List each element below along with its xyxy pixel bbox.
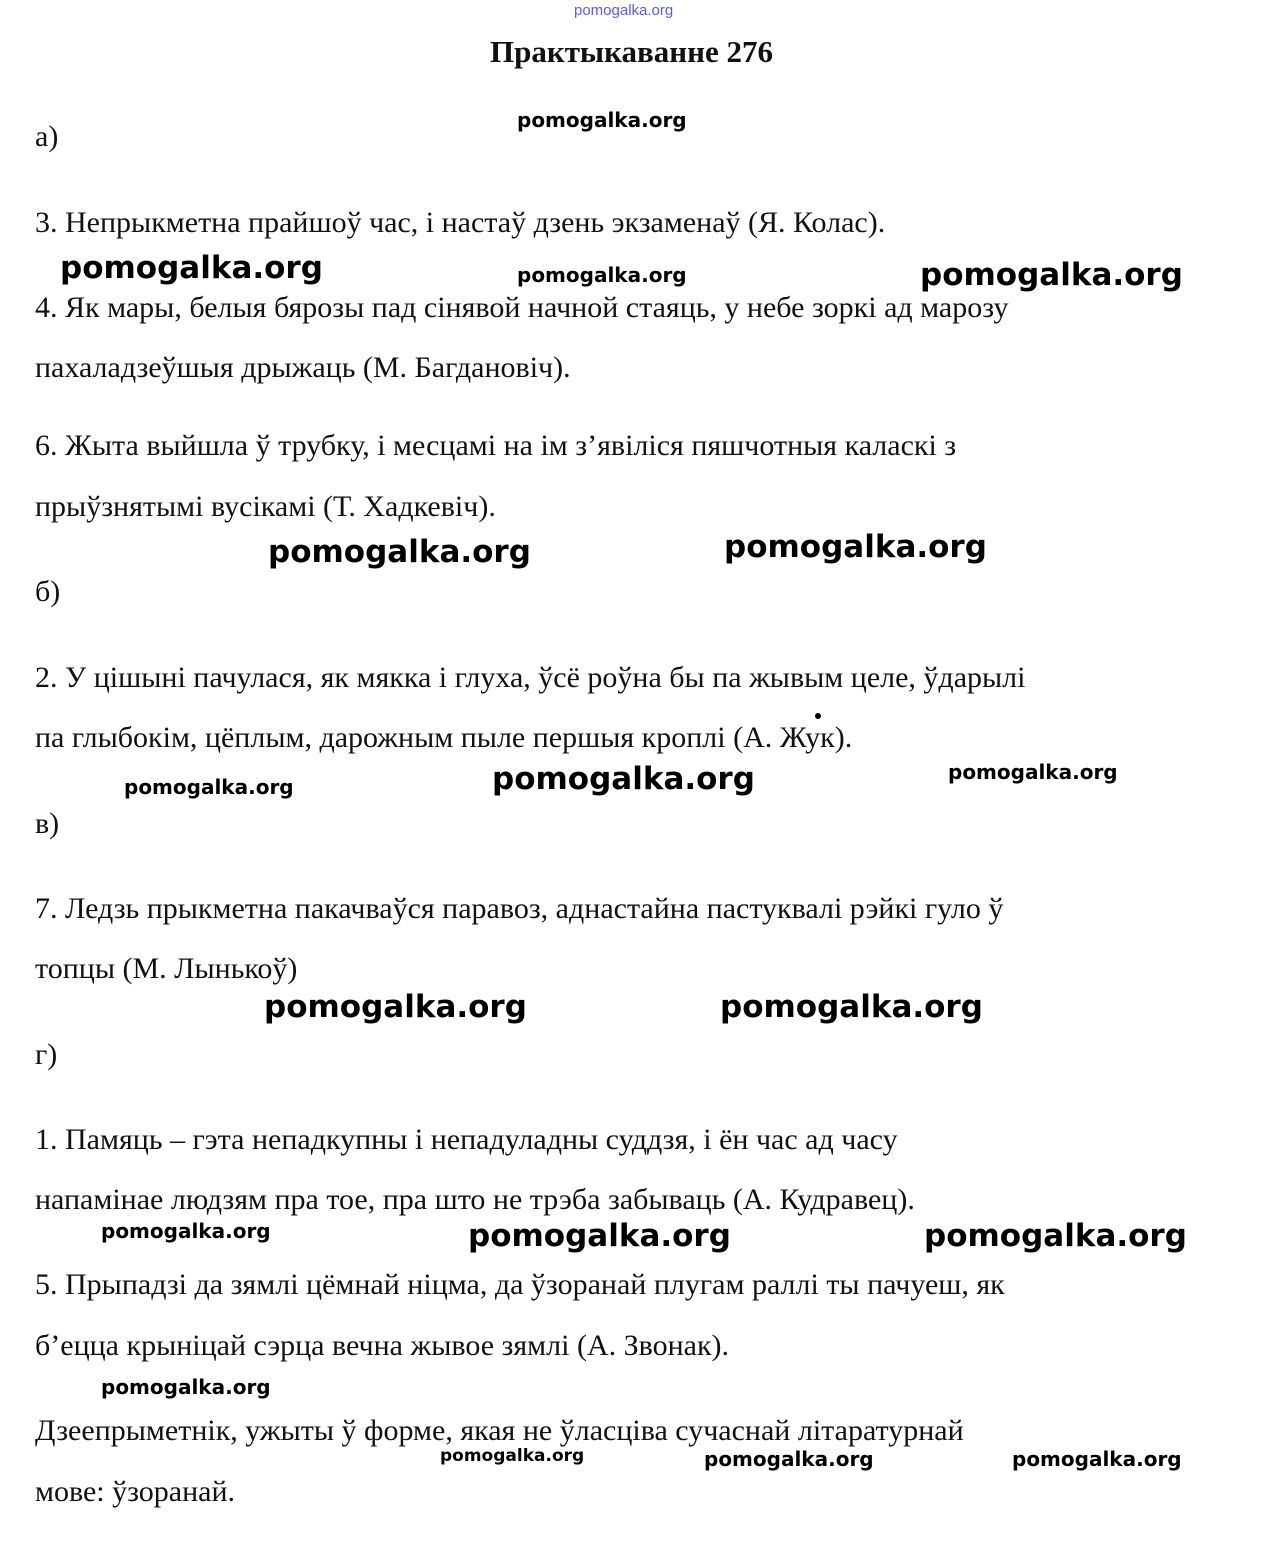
watermark: pomogalka.org (101, 1219, 271, 1243)
sentence-4-line-1: 4. Як мары, белыя бярозы пад сінявой начной стаяць, у небе зоркі ад марозу (35, 291, 1009, 324)
watermark: pomogalka.org (101, 1375, 271, 1399)
sentence-5-line-1: 5. Прыпадзі да зямлі цёмнай ніцма, да ўзоранай плугам раллі ты пачуеш, як (35, 1268, 1005, 1301)
ink-dot (815, 713, 821, 719)
watermark: pomogalka.org (517, 263, 687, 287)
note-line-2: мове: ўзоранай. (35, 1475, 236, 1508)
watermark: pomogalka.org (264, 989, 527, 1025)
watermark: pomogalka.org (1012, 1447, 1182, 1471)
top-site-mark: pomogalka.org (574, 2, 674, 19)
watermark: pomogalka.org (924, 1218, 1187, 1254)
section-a-label: а) (35, 120, 59, 153)
watermark: pomogalka.org (920, 257, 1183, 293)
sentence-7-line-2: топцы (М. Лынькоў) (35, 952, 298, 985)
watermark: pomogalka.org (948, 760, 1118, 784)
sentence-6-line-2: прыўзнятымі вусікамі (Т. Хадкевіч). (35, 490, 496, 523)
page-title: Практыкаванне 276 (489, 34, 773, 69)
sentence-7-line-1: 7. Ледзь прыкметна пакачваўся паравоз, аднастайна пастуквалі рэйкі гуло ў (35, 892, 1004, 925)
sentence-4-line-2: пахаладзеўшыя дрыжаць (М. Багдановіч). (35, 351, 571, 384)
sentence-3: 3. Непрыкметна прайшоў час, і настаў дзень экзаменаў (Я. Колас). (35, 206, 886, 239)
watermark: pomogalka.org (60, 250, 323, 286)
watermark: pomogalka.org (492, 761, 755, 797)
sentence-5-line-2: б’ецца крыніцай сэрца вечна жывое зямлі (А. Звонак). (35, 1329, 730, 1362)
sentence-6-line-1: 6. Жыта выйшла ў трубку, і месцамі на ім з’явіліся пяшчотныя каласкі з (35, 429, 957, 462)
note-line-1: Дзеепрыметнік, ужыты ў форме, якая не ўласціва сучаснай літаратурнай (35, 1414, 964, 1447)
sentence-2-line-1: 2. У цішыні пачулася, як мякка і глуха, ўсё роўна бы па жывым целе, ўдарылі (35, 661, 1026, 694)
watermark: pomogalka.org (720, 989, 983, 1025)
sentence-2-line-2: па глыбокім, цёплым, дарожным пыле першыя кроплі (А. Жук). (35, 721, 853, 754)
watermark: pomogalka.org (268, 534, 531, 570)
sentence-1-line-1: 1. Памяць – гэта непадкупны і непадуладны суддзя, і ён час ад часу (35, 1123, 898, 1156)
watermark: pomogalka.org (704, 1447, 874, 1471)
watermark: pomogalka.org (724, 529, 987, 565)
section-v-label: в) (35, 807, 60, 840)
section-b-label: б) (35, 575, 61, 608)
watermark: pomogalka.org (440, 1446, 585, 1466)
section-g-label: г) (35, 1038, 58, 1071)
sentence-1-line-2: напамінае людзям пра тое, пра што не трэба забываць (А. Кудравец). (35, 1183, 915, 1216)
watermark: pomogalka.org (517, 108, 687, 132)
watermark: pomogalka.org (468, 1218, 731, 1254)
watermark: pomogalka.org (124, 775, 294, 799)
